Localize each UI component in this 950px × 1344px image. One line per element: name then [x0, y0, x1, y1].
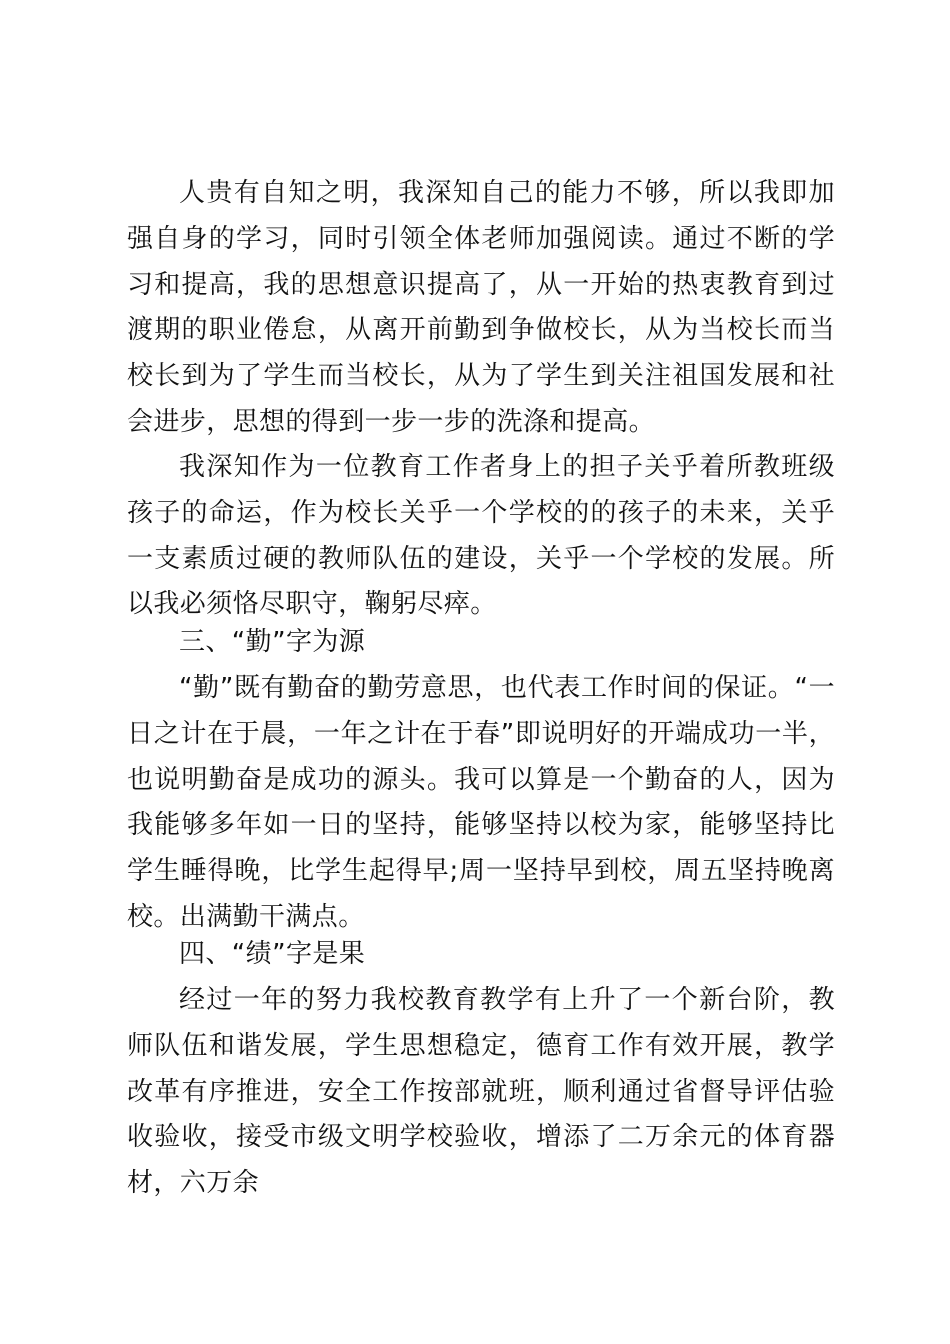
section-heading-diligence: 三、“勤”字为源: [179, 627, 366, 657]
paragraph-achievement: 经过一年的努力我校教育教学有上升了一个新台阶，教师队伍和谐发展，学生思想稳定，德育工作有效开展，教学改革有序推进，安全工作按部就班，顺利通过省督导评估验收验收，接受市级文明学校验收，增添了二万余元的体育器材，六万余: [127, 985, 835, 1199]
paragraph-responsibility: 我深知作为一位教育工作者身上的担子关乎着所教班级孩子的命运，作为校长关乎一个学校的的孩子的未来，关乎一支素质过硬的教师队伍的建设，关乎一个学校的发展。所以我必须恪尽职守，鞠躬尽瘁。: [127, 452, 835, 620]
paragraph-diligence: “勤”既有勤奋的勤劳意思，也代表工作时间的保证。“一日之计在于晨，一年之计在于春”即说明好的开端成功一半，也说明勤奋是成功的源头。我可以算是一个勤奋的人，因为我能够多年如一日的坚持，能够坚持以校为家，能够坚持比学生睡得晚，比学生起得早;周一坚持早到校，周五坚持晚离校。出满勤干满点。: [127, 673, 835, 932]
paragraph-self-awareness: 人贵有自知之明，我深知自己的能力不够，所以我即加强自身的学习，同时引领全体老师加强阅读。通过不断的学习和提高，我的思想意识提高了，从一开始的热衷教育到过渡期的职业倦怠，从离开前勤到争做校长，从为当校长而当校长到为了学生而当校长，从为了学生到关注祖国发展和社会进步，思想的得到一步一步的洗涤和提高。: [127, 178, 835, 437]
section-heading-achievement: 四、“绩”字是果: [179, 939, 366, 969]
